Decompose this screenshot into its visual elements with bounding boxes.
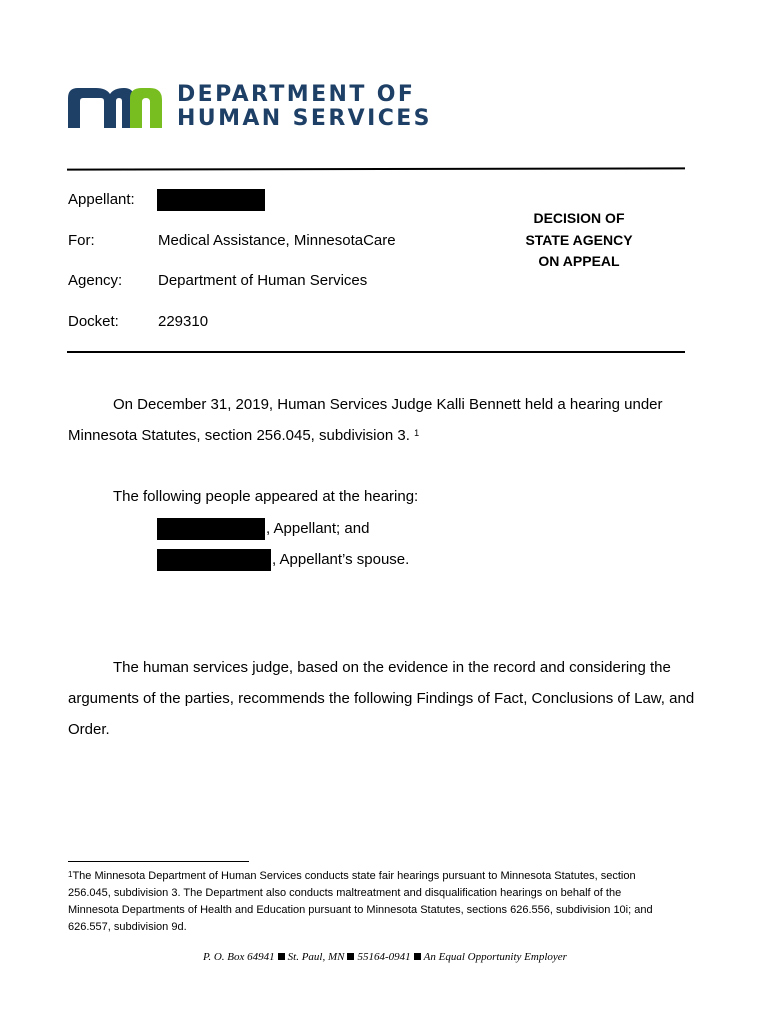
decision-line3: ON APPEAL xyxy=(538,253,620,269)
footer-city: St. Paul, MN xyxy=(287,951,345,963)
footnote-line3: Minnesota Departments of Health and Education pursuant to Minnesota Statutes, sections 626.556, subdivision 10i; and xyxy=(68,904,653,916)
footnote xyxy=(68,868,698,936)
attendee1-role: , Appellant; and xyxy=(266,520,370,537)
page-footer xyxy=(0,951,770,963)
docket-label: Docket: xyxy=(68,313,119,330)
recommendation-line2: arguments of the parties, recommends the following Findings of Fact, Conclusions of Law, and xyxy=(68,690,695,707)
hearing-paragraph-text: Minnesota Statutes, section 256.045, subdivision 3. xyxy=(68,427,410,444)
bullet-square-icon xyxy=(347,953,354,960)
footnote-ref: 1 xyxy=(414,428,420,438)
attendee2-redaction xyxy=(157,549,271,571)
decision-heading xyxy=(505,208,653,273)
attendees-intro: The following people appeared at the hearing: xyxy=(113,488,419,505)
hearing-paragraph-line2 xyxy=(68,427,419,445)
bullet-square-icon xyxy=(414,953,421,960)
decision-line2: STATE AGENCY xyxy=(525,231,633,248)
footnote-line1-text: The Minnesota Department of Human Services conducts state fair hearings pursuant to Minnesota Statutes, section xyxy=(72,870,636,882)
footer-eoe: An Equal Opportunity Employer xyxy=(423,951,567,963)
dhs-logo xyxy=(68,84,164,130)
appellant-label: Appellant: xyxy=(68,191,135,208)
for-value: Medical Assistance, MinnesotaCare xyxy=(158,232,396,249)
caption-top-rule xyxy=(67,167,685,170)
hearing-paragraph-line1: On December 31, 2019, Human Services Judge Kalli Bennett held a hearing under xyxy=(113,396,663,413)
recommendation-line1: The human services judge, based on the evidence in the record and considering the xyxy=(113,659,671,676)
agency-label: Agency: xyxy=(68,272,123,289)
footer-address: P. O. Box 64941 xyxy=(203,951,275,963)
org-name-line1: DEPARTMENT OF xyxy=(177,82,416,107)
footnote-line1 xyxy=(68,868,698,885)
for-label: For: xyxy=(68,232,95,249)
org-name-line2: HUMAN SERVICES xyxy=(177,106,432,131)
footnote-line4: 626.557, subdivision 9d. xyxy=(68,921,187,933)
mn-logo-mark xyxy=(68,84,164,130)
bullet-square-icon xyxy=(278,953,285,960)
appellant-name-redaction xyxy=(157,189,265,211)
decision-line1: DECISION OF xyxy=(533,210,625,226)
footer-zip: 55164-0941 xyxy=(357,951,411,963)
footnote-line2: 256.045, subdivision 3. The Department also conducts maltreatment and disqualification hearings on behalf of the xyxy=(68,887,622,899)
footnote-separator xyxy=(68,861,249,862)
docket-value: 229310 xyxy=(158,313,209,330)
agency-value: Department of Human Services xyxy=(158,272,368,289)
attendee1-redaction xyxy=(157,518,265,540)
org-name xyxy=(177,83,432,131)
recommendation-line3: Order. xyxy=(68,721,110,738)
caption-bottom-rule xyxy=(67,351,685,353)
footnote-number: 1 xyxy=(68,870,73,879)
attendee2-role: , Appellant’s spouse. xyxy=(272,551,410,568)
